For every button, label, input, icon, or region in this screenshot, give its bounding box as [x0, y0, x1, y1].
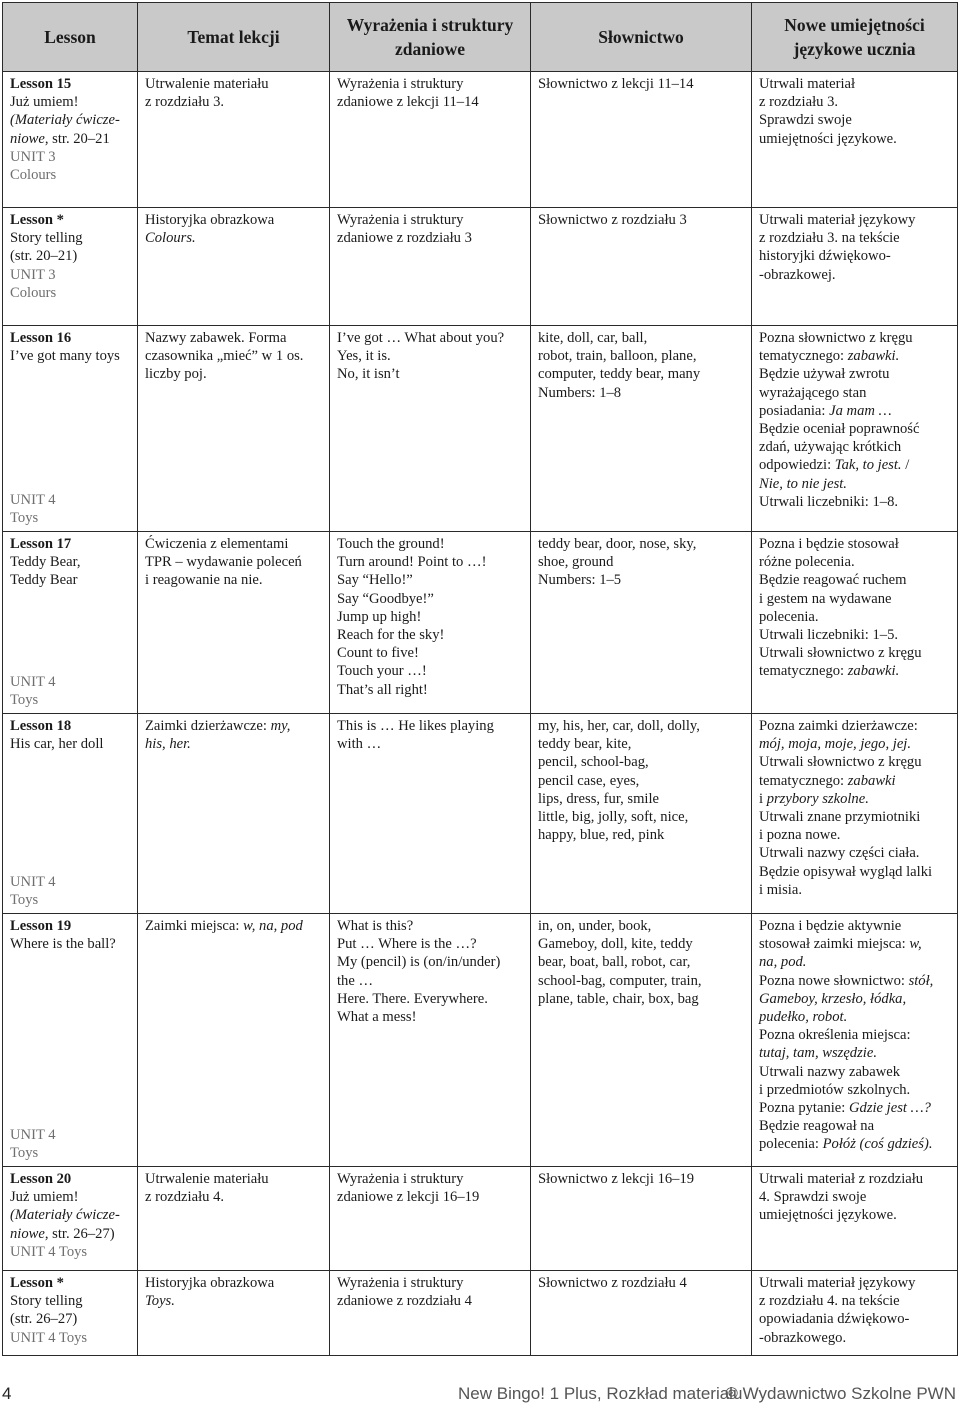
umiejetnosci-line: Pozna określenia miejsca:	[759, 1027, 911, 1044]
umiejetnosci-line: polecenia.	[759, 608, 819, 625]
lesson-cell	[3, 208, 138, 326]
italic-fragment: na, pod.	[759, 954, 807, 971]
page-footer	[0, 1384, 960, 1406]
slownictwo-line: Słownictwo z rozdziału 4	[538, 1275, 687, 1291]
wyrazenia-line: Reach for the sky!	[337, 627, 445, 644]
slownictwo-line: bear, boat, ball, robot, car,	[538, 954, 691, 971]
lesson-cell	[3, 914, 138, 1167]
umiejetnosci-line: Utrwali liczebniki: 1–8.	[759, 493, 899, 510]
temat-line: liczby poj.	[145, 366, 207, 383]
umiejetnosci-cell	[752, 532, 958, 714]
umiejetnosci-line: Będzie używał zwrotu	[759, 366, 890, 383]
italic-fragment: his, her.	[145, 736, 191, 753]
umiejetnosci-line	[759, 953, 953, 971]
slownictwo-line: school-bag, computer, train,	[538, 972, 702, 989]
unit-line: UNIT 4 Toys	[10, 1243, 88, 1260]
lesson-cell	[3, 1167, 138, 1271]
slownictwo-line: shoe, ground	[538, 554, 614, 571]
unit-label	[10, 266, 133, 302]
lesson-line: Story telling	[10, 230, 83, 247]
wyrazenia-line: the …	[337, 972, 374, 989]
umiejetnosci-cell	[752, 326, 958, 532]
wyrazenia-line: zdaniowe z rozdziału 3	[337, 230, 472, 247]
temat-line: z rozdziału 4.	[145, 1189, 225, 1206]
umiejetnosci-line: Będzie opisywał wygląd lalki	[759, 863, 933, 880]
umiejetnosci-line: wyrażającego stan	[759, 384, 867, 401]
lesson-line: Teddy Bear,	[10, 554, 81, 571]
wyrazenia-line: zdaniowe z lekcji 11–14	[337, 94, 479, 111]
umiejetnosci-line: Utrwali znane przymiotniki	[759, 809, 921, 826]
umiejetnosci-line: i gestem na wydawane	[759, 590, 892, 607]
lesson-line: Lesson 16	[10, 330, 72, 346]
umiejetnosci-line: różne polecenia.	[759, 554, 855, 571]
italic-fragment: Tak, to jest.	[834, 457, 902, 474]
unit-line: Colours	[10, 284, 57, 301]
lesson-cell	[3, 532, 138, 714]
umiejetnosci-line	[759, 990, 953, 1008]
italic-fragment: zabawki	[847, 772, 896, 789]
wyrazenia-cell	[330, 1167, 531, 1271]
temat-line: Utrwalenie materiału	[145, 76, 269, 92]
italic-fragment: zabawki.	[847, 663, 900, 680]
header-temat-lekcji: Temat lekcji	[138, 3, 330, 72]
umiejetnosci-line: Utrwali materiał językowy	[759, 212, 916, 228]
temat-cell	[138, 714, 330, 914]
wyrazenia-line: Say “Hello!”	[337, 572, 413, 589]
slownictwo-line: kite, doll, car, ball,	[538, 330, 648, 346]
temat-line: Ćwiczenia z elementami	[145, 536, 289, 552]
temat-line: TPR – wydawanie poleceń	[145, 554, 302, 571]
slownictwo-cell	[531, 1167, 752, 1271]
slownictwo-cell	[531, 914, 752, 1167]
umiejetnosci-line: tematycznego: zabawki	[759, 772, 896, 789]
lesson-line	[10, 111, 133, 129]
unit-label	[10, 148, 133, 184]
slownictwo-line: plane, table, chair, box, bag	[538, 990, 699, 1007]
italic-fragment: my,	[270, 718, 291, 734]
lesson-cell	[3, 72, 138, 208]
wyrazenia-line: What is this?	[337, 918, 414, 934]
wyrazenia-line: zdaniowe z rozdziału 4	[337, 1293, 472, 1310]
umiejetnosci-line	[759, 1044, 953, 1062]
umiejetnosci-cell	[752, 1271, 958, 1356]
umiejetnosci-line: Utrwali materiał językowy	[759, 1275, 916, 1291]
footer-title: New Bingo! 1 Plus, Rozkład materiału	[458, 1384, 743, 1403]
umiejetnosci-line: zdań, używając krótkich	[759, 439, 902, 456]
slownictwo-line: in, on, under, book,	[538, 918, 652, 934]
umiejetnosci-line	[759, 735, 953, 753]
wyrazenia-line: Turn around! Point to …!	[337, 554, 487, 571]
lesson-line: Lesson 17	[10, 536, 72, 552]
italic-fragment: pudełko, robot.	[759, 1009, 848, 1026]
umiejetnosci-line: Pozna nowe słownictwo: stół,	[759, 972, 934, 989]
italic-fragment: przybory szkolne.	[766, 790, 869, 807]
unit-label	[10, 673, 56, 709]
italic-fragment: niowe	[10, 130, 45, 147]
italic-fragment: w, na, pod	[243, 918, 303, 934]
lesson-line: His car, her doll	[10, 736, 104, 753]
umiejetnosci-line: Będzie reagować ruchem	[759, 572, 907, 589]
umiejetnosci-line: polecenia: Połóż (coś gdzieś).	[759, 1136, 933, 1153]
header-umiejetnosci: Nowe umiejętności językowe ucznia	[752, 3, 958, 72]
slownictwo-line: Numbers: 1–5	[538, 572, 622, 589]
temat-cell	[138, 72, 330, 208]
italic-fragment: Połóż (coś gdzieś).	[822, 1136, 933, 1153]
wyrazenia-line: zdaniowe z lekcji 16–19	[337, 1189, 480, 1206]
umiejetnosci-cell	[752, 208, 958, 326]
umiejetnosci-line: tematycznego: zabawki.	[759, 348, 900, 365]
unit-line: Toys	[10, 691, 39, 708]
slownictwo-cell	[531, 208, 752, 326]
slownictwo-line: pencil, school-bag,	[538, 754, 649, 771]
footer-copyright: © Wydawnictwo Szkolne PWN	[725, 1384, 956, 1403]
lesson-line: niowe, str. 26–27)	[10, 1225, 115, 1242]
umiejetnosci-line: Pozna pytanie: Gdzie jest …?	[759, 1100, 931, 1117]
table-header-row	[3, 3, 958, 72]
italic-fragment: mój, moja, moje, jego, jej.	[759, 736, 911, 753]
wyrazenia-line: My (pencil) is (on/in/under)	[337, 954, 501, 971]
table-row	[3, 72, 958, 208]
temat-line: Zaimki dzierżawcze: my,	[145, 718, 291, 734]
italic-fragment: Nie, to nie jest.	[759, 475, 847, 492]
italic-fragment: Toys.	[145, 1293, 175, 1310]
slownictwo-cell	[531, 714, 752, 914]
umiejetnosci-line: z rozdziału 3.	[759, 94, 839, 111]
italic-fragment: tutaj, tam, wszędzie.	[759, 1045, 877, 1062]
unit-label	[10, 491, 56, 527]
header-lesson: Lesson	[3, 3, 138, 72]
umiejetnosci-line: 4. Sprawdzi swoje	[759, 1189, 867, 1206]
unit-line: UNIT 4 Toys	[10, 1329, 88, 1346]
temat-line	[145, 735, 325, 753]
umiejetnosci-line: Utrwali materiał	[759, 76, 856, 92]
temat-line: i reagowanie na nie.	[145, 572, 263, 589]
wyrazenia-line: Here. There. Everywhere.	[337, 990, 488, 1007]
lesson-line: Lesson *	[10, 1275, 64, 1291]
umiejetnosci-line: Utrwali materiał z rozdziału	[759, 1171, 924, 1187]
temat-line: Nazwy zabawek. Forma	[145, 330, 287, 346]
temat-cell	[138, 1271, 330, 1356]
italic-fragment: stół,	[908, 972, 934, 989]
lesson-cell	[3, 714, 138, 914]
umiejetnosci-line: i przedmiotów szkolnych.	[759, 1081, 911, 1098]
umiejetnosci-line: Utrwali liczebniki: 1–5.	[759, 627, 899, 644]
unit-line: UNIT 4	[10, 673, 56, 690]
umiejetnosci-line: tematycznego: zabawki.	[759, 663, 900, 680]
slownictwo-line: Słownictwo z lekcji 11–14	[538, 76, 694, 92]
wyrazenia-line: Touch the ground!	[337, 536, 445, 552]
lesson-line: Lesson 18	[10, 718, 72, 734]
umiejetnosci-line	[759, 1008, 953, 1026]
umiejetnosci-line: Utrwali nazwy części ciała.	[759, 845, 920, 862]
umiejetnosci-line: i przybory szkolne.	[759, 790, 869, 807]
umiejetnosci-line: opowiadania dźwiękowo-	[759, 1311, 910, 1328]
italic-fragment: Ja mam …	[829, 402, 892, 419]
umiejetnosci-line: historyjki dźwiękowo-	[759, 248, 891, 265]
lesson-cell	[3, 326, 138, 532]
slownictwo-cell	[531, 532, 752, 714]
unit-line: UNIT 4	[10, 873, 56, 890]
umiejetnosci-line: posiadania: Ja mam …	[759, 402, 892, 419]
unit-line: UNIT 4	[10, 1126, 56, 1143]
wyrazenia-line: Say “Goodbye!”	[337, 590, 434, 607]
unit-line: Toys	[10, 509, 39, 526]
umiejetnosci-cell	[752, 1167, 958, 1271]
table-row	[3, 714, 958, 914]
wyrazenia-cell	[330, 72, 531, 208]
temat-line	[145, 229, 325, 247]
umiejetnosci-line: Pozna i będzie aktywnie	[759, 918, 902, 934]
wyrazenia-cell	[330, 326, 531, 532]
slownictwo-cell	[531, 1271, 752, 1356]
slownictwo-cell	[531, 326, 752, 532]
umiejetnosci-line: i misia.	[759, 881, 802, 898]
lesson-line: Lesson 15	[10, 76, 72, 92]
syllabus-table	[2, 2, 958, 1356]
wyrazenia-cell	[330, 1271, 531, 1356]
wyrazenia-line: What a mess!	[337, 1009, 417, 1026]
header-wyrazenia: Wyrażenia i struktury zdaniowe	[330, 3, 531, 72]
italic-fragment: (Materiały ćwicze-	[10, 1207, 120, 1224]
umiejetnosci-line	[759, 475, 953, 493]
lesson-line	[10, 1206, 133, 1224]
unit-line: Toys	[10, 891, 39, 908]
slownictwo-line: Numbers: 1–8	[538, 384, 622, 401]
italic-fragment: niowe	[10, 1225, 45, 1242]
italic-fragment: zabawki.	[847, 348, 900, 365]
table-row	[3, 208, 958, 326]
umiejetnosci-line: umiejętności językowe.	[759, 130, 897, 147]
italic-fragment: (Materiały ćwicze-	[10, 112, 120, 129]
wyrazenia-line: Wyrażenia i struktury	[337, 212, 464, 228]
slownictwo-line: happy, blue, red, pink	[538, 827, 665, 844]
umiejetnosci-line: stosował zaimki miejsca: w,	[759, 936, 922, 953]
table-row	[3, 914, 958, 1167]
wyrazenia-line: Wyrażenia i struktury	[337, 1275, 464, 1291]
temat-cell	[138, 1167, 330, 1271]
wyrazenia-line: This is … He likes playing	[337, 718, 494, 734]
wyrazenia-cell	[330, 208, 531, 326]
lesson-line: niowe, str. 20–21	[10, 130, 110, 147]
italic-fragment: w,	[909, 936, 922, 953]
table-row	[3, 326, 958, 532]
slownictwo-line: pencil case, eyes,	[538, 772, 640, 789]
slownictwo-line: teddy bear, door, nose, sky,	[538, 536, 697, 552]
lesson-line: Już umiem!	[10, 94, 79, 111]
wyrazenia-line: Wyrażenia i struktury	[337, 76, 464, 92]
temat-cell	[138, 208, 330, 326]
umiejetnosci-line: Pozna i będzie stosował	[759, 536, 899, 552]
temat-line: Zaimki miejsca: w, na, pod	[145, 918, 303, 934]
temat-line	[145, 1292, 325, 1310]
wyrazenia-line: Put … Where is the …?	[337, 936, 477, 953]
table-row	[3, 1167, 958, 1271]
unit-line: Toys	[10, 1144, 39, 1161]
umiejetnosci-line: Utrwali słownictwo z kręgu	[759, 645, 922, 662]
lesson-line: I’ve got many toys	[10, 348, 120, 365]
italic-fragment: Gameboy, krzesło, łódka,	[759, 990, 907, 1007]
temat-line: czasownika „mieć” w 1 os.	[145, 348, 304, 365]
umiejetnosci-cell	[752, 714, 958, 914]
lesson-line: Lesson 19	[10, 918, 72, 934]
temat-line: z rozdziału 3.	[145, 94, 225, 111]
umiejetnosci-cell	[752, 72, 958, 208]
temat-cell	[138, 532, 330, 714]
umiejetnosci-line: Utrwali słownictwo z kręgu	[759, 754, 922, 771]
wyrazenia-line: Count to five!	[337, 645, 419, 662]
wyrazenia-line: No, it isn’t	[337, 366, 400, 383]
unit-label	[10, 873, 56, 909]
temat-line: Utrwalenie materiału	[145, 1171, 269, 1187]
umiejetnosci-line: Będzie reagował na	[759, 1118, 875, 1135]
lesson-line: (str. 20–21)	[10, 248, 78, 265]
wyrazenia-line: Jump up high!	[337, 608, 422, 625]
page-number: 4	[2, 1384, 12, 1403]
umiejetnosci-line: Będzie oceniał poprawność	[759, 421, 920, 438]
lesson-line: Where is the ball?	[10, 936, 116, 953]
slownictwo-line: little, big, jolly, soft, nice,	[538, 809, 689, 826]
wyrazenia-line: Wyrażenia i struktury	[337, 1171, 464, 1187]
slownictwo-line: Słownictwo z rozdziału 3	[538, 212, 687, 228]
slownictwo-line: computer, teddy bear, many	[538, 366, 701, 383]
lesson-cell	[3, 1271, 138, 1356]
umiejetnosci-line: -obrazkowego.	[759, 1329, 847, 1346]
unit-line: UNIT 3	[10, 266, 56, 283]
table-row	[3, 532, 958, 714]
slownictwo-line: Słownictwo z lekcji 16–19	[538, 1171, 695, 1187]
table-row	[3, 1271, 958, 1356]
unit-line: Colours	[10, 167, 57, 184]
unit-label	[10, 1329, 133, 1347]
umiejetnosci-line: z rozdziału 3. na tekście	[759, 230, 900, 247]
unit-line: UNIT 3	[10, 148, 56, 165]
lesson-line: Story telling	[10, 1293, 83, 1310]
umiejetnosci-line: odpowiedzi: Tak, to jest. /	[759, 457, 910, 474]
wyrazenia-cell	[330, 714, 531, 914]
lesson-line: Lesson 20	[10, 1171, 72, 1187]
temat-cell	[138, 914, 330, 1167]
slownictwo-line: teddy bear, kite,	[538, 736, 632, 753]
slownictwo-cell	[531, 72, 752, 208]
lesson-line: Teddy Bear	[10, 572, 78, 589]
lesson-line: Już umiem!	[10, 1189, 79, 1206]
umiejetnosci-line: umiejętności językowe.	[759, 1207, 897, 1224]
italic-fragment: Gdzie jest …?	[848, 1100, 931, 1117]
temat-line: Historyjka obrazkowa	[145, 1275, 275, 1291]
slownictwo-line: lips, dress, fur, smile	[538, 790, 660, 807]
umiejetnosci-line: Utrwali nazwy zabawek	[759, 1063, 901, 1080]
slownictwo-line: my, his, her, car, doll, dolly,	[538, 718, 700, 734]
umiejetnosci-line: z rozdziału 4. na tekście	[759, 1293, 900, 1310]
wyrazenia-line: with …	[337, 736, 382, 753]
unit-label	[10, 1243, 133, 1261]
umiejetnosci-line: -obrazkowej.	[759, 266, 836, 283]
slownictwo-line: Gameboy, doll, kite, teddy	[538, 936, 693, 953]
lesson-line: (str. 26–27)	[10, 1311, 78, 1328]
lesson-line: Lesson *	[10, 212, 64, 228]
slownictwo-line: robot, train, balloon, plane,	[538, 348, 697, 365]
temat-line: Historyjka obrazkowa	[145, 212, 275, 228]
temat-cell	[138, 326, 330, 532]
umiejetnosci-line: Pozna słownictwo z kręgu	[759, 330, 913, 346]
wyrazenia-line: That’s all right!	[337, 681, 428, 698]
header-slownictwo: Słownictwo	[531, 3, 752, 72]
wyrazenia-line: Touch your …!	[337, 663, 427, 680]
umiejetnosci-cell	[752, 914, 958, 1167]
umiejetnosci-line: i pozna nowe.	[759, 827, 841, 844]
unit-label	[10, 1126, 56, 1162]
italic-fragment: Colours.	[145, 230, 196, 247]
wyrazenia-cell	[330, 532, 531, 714]
wyrazenia-line: I’ve got … What about you?	[337, 330, 505, 346]
wyrazenia-line: Yes, it is.	[337, 348, 391, 365]
wyrazenia-cell	[330, 914, 531, 1167]
umiejetnosci-line: Sprawdzi swoje	[759, 112, 852, 129]
unit-line: UNIT 4	[10, 491, 56, 508]
umiejetnosci-line: Pozna zaimki dzierżawcze:	[759, 718, 918, 734]
